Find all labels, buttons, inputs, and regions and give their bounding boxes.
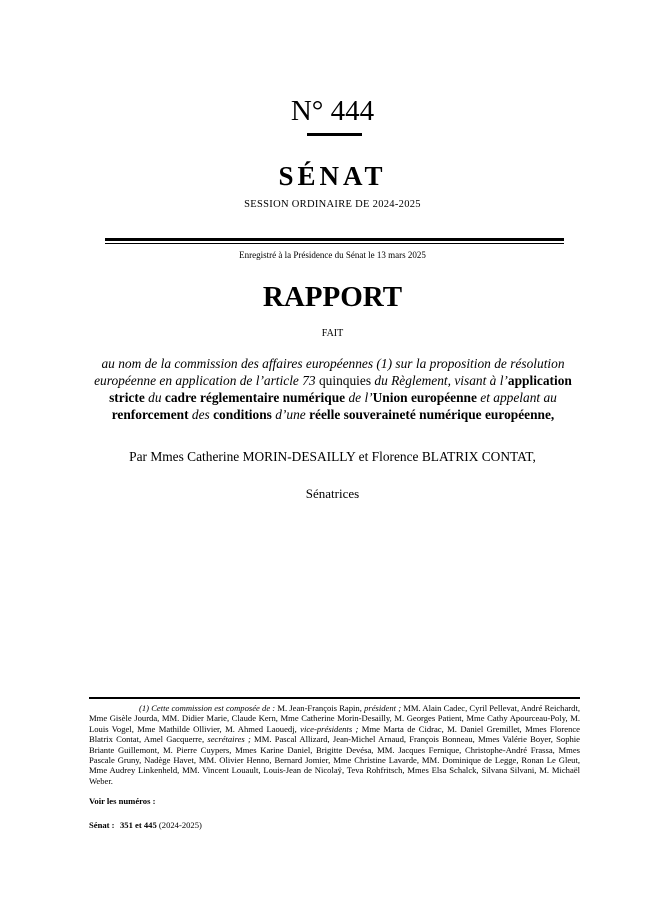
- reference-session: (2024-2025): [156, 820, 202, 830]
- session-label: SESSION ORDINAIRE DE 2024-2025: [244, 199, 421, 210]
- reference-values: 351 et 445: [120, 820, 157, 830]
- authors-role: Sénatrices: [305, 486, 360, 501]
- footnote-text: Mme Marta de Cidrac, M. Daniel Gremillet, Mmes Florence Blatrix Contat, Amel Gacquerre,: [89, 723, 580, 745]
- purpose-keyword: réelle souveraineté numérique européenne,: [309, 407, 555, 422]
- document-number: N° 444: [290, 95, 375, 127]
- document-type-title: RAPPORT: [262, 281, 403, 313]
- purpose-keyword: conditions: [213, 407, 272, 422]
- purpose-text: du: [144, 390, 165, 405]
- footnote-text: MM. Pascal Allizard, Jean-Michel Arnaud, François Bonneau, Mmes Valérie Boyer, Sophie Briante Guillemont, M. Pierre Cuypers, Mmes Karine Daniel, Brigitte Devésa, MM. Jacques Fernique, Christophe-André Frassa, Mmes Pascale Gruny, Nadège Havet, MM. Olivier Henno, Bernard Jomier, Mme Christine Lavarde, MM. Dominique de Legge, Ronan Le Gleut, Mme Audrey Linkenheld, MM. Vincent Louault, Louis-Jean de Nicolaÿ, Teva Rohfritsch, Mmes Elsa Schalck, Silvana Silvani, M. Michaël Weber.: [89, 734, 580, 786]
- header-divider-thick: [105, 238, 564, 241]
- header-divider-thin: [105, 243, 564, 244]
- reference-label: Sénat :: [89, 820, 115, 830]
- commission-footnote: [89, 703, 580, 786]
- purpose-keyword: cadre réglementaire numérique: [164, 390, 346, 405]
- reference-numbers: [89, 820, 202, 831]
- authors-line: Par Mmes Catherine MORIN-DESAILLY et Florence BLATRIX CONTAT,: [129, 449, 536, 464]
- footnote-text: président ;: [364, 703, 404, 713]
- purpose-text: au nom de la commission des affaires européennes (1) sur la proposition de résolution européenne en application de l’article 73: [94, 356, 565, 388]
- registration-date: Enregistré à la Présidence du Sénat le 13 mars 2025: [239, 250, 426, 260]
- purpose-text: des: [188, 407, 214, 422]
- fait-label: FAIT: [321, 328, 344, 339]
- report-purpose: [83, 355, 583, 423]
- footnote-text: secrétaires ;: [207, 734, 255, 745]
- footnote-text: (1) Cette commission est composée de :: [139, 703, 278, 713]
- footnote-text: M. Jean-François Rapin,: [277, 703, 365, 713]
- purpose-keyword: renforcement: [111, 407, 189, 422]
- purpose-keyword: Union européenne: [372, 390, 477, 405]
- institution-name: SÉNAT: [278, 161, 387, 191]
- purpose-keyword: application stricte: [109, 373, 572, 405]
- footnote-text: vice-présidents ;: [300, 723, 362, 734]
- purpose-text: de l’: [345, 390, 373, 405]
- purpose-text: du Règlement, visant à l’: [371, 373, 508, 388]
- footnote-text: MM. Alain Cadec, Cyril Pellevat, André Reichardt, Mme Gisèle Jourda, MM. Didier Marie, Claude Kern, Mme Catherine Morin-Desailly, M. Georges Patient, Mme Cathy Apourceau-Poly, M. Louis Vogel, Mme Mathilde Ollivier, M. Ahmed Laouedj,: [89, 703, 580, 734]
- purpose-text: quinquies: [318, 373, 372, 388]
- see-numbers-label: Voir les numéros :: [89, 796, 156, 806]
- purpose-text: d’une: [271, 407, 310, 422]
- purpose-text: et appelant au: [476, 390, 557, 405]
- footnote-divider: [89, 697, 580, 699]
- number-underline: [307, 133, 362, 136]
